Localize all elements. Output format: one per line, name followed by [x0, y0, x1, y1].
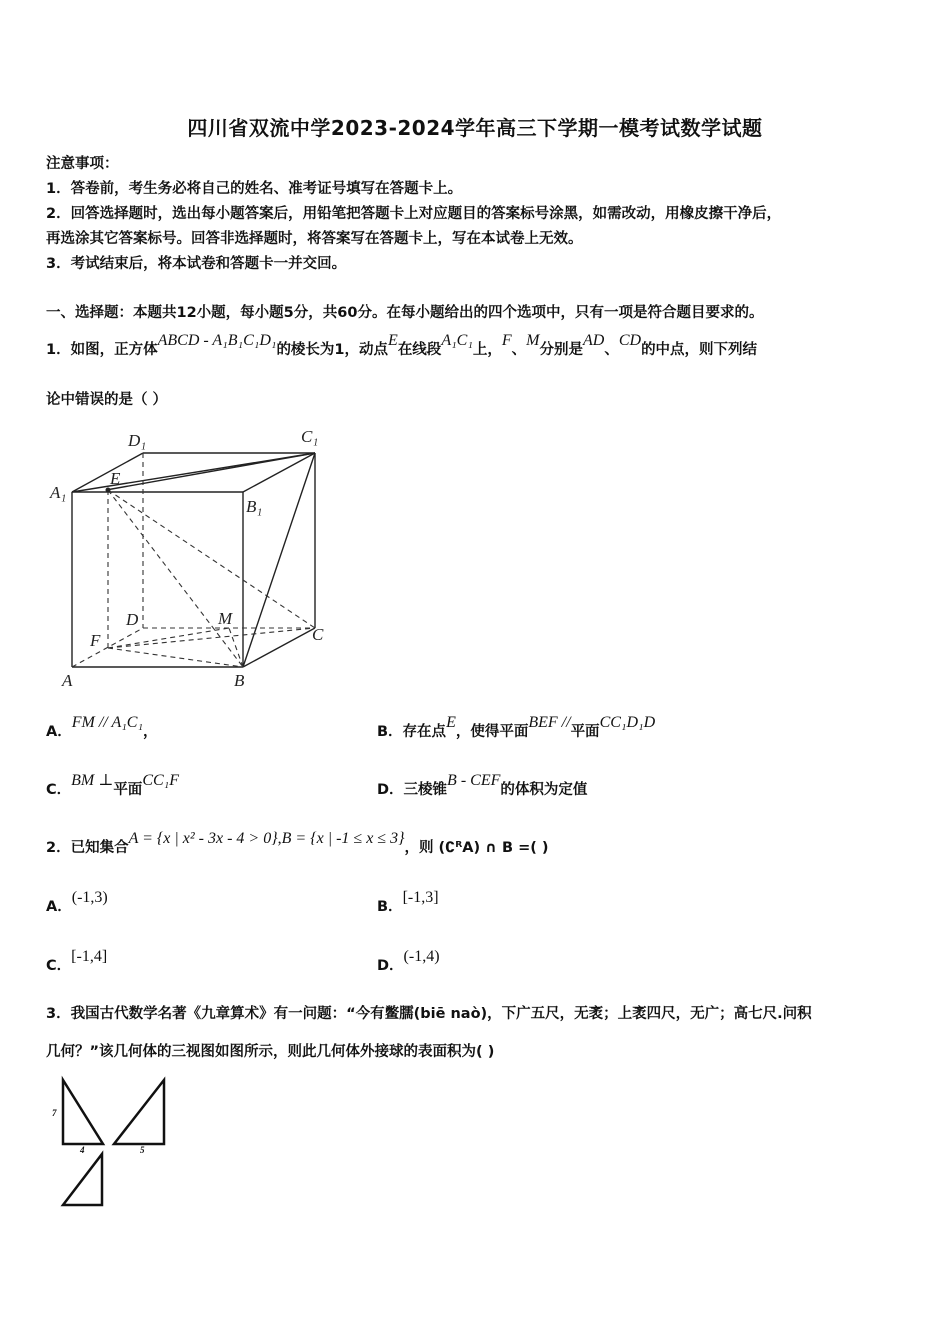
q1-point-f: F	[501, 332, 512, 349]
q1-text: 上，	[472, 342, 502, 358]
section-heading: 一、选择题：本题共12小题，每小题5分，共60分。在每小题给出的四个选项中，只有一项是符合题目要求的。	[46, 305, 764, 321]
notice-item-3: 3．考试结束后，将本试卷和答题卡一并交回。	[46, 256, 347, 272]
top-view-triangle	[63, 1154, 102, 1205]
notice-heading: 注意事项：	[46, 156, 119, 172]
q1-text: 的棱长为1，动点	[276, 342, 389, 358]
notice-item-2-cont: 再选涂其它答案标号。回答非选择题时，将答案写在答题卡上，写在本试卷上无效。	[46, 231, 583, 247]
q1-text: 在线段	[397, 342, 442, 358]
q1-text: 1．如图，正方体	[46, 342, 158, 358]
question-1-stem	[46, 332, 758, 359]
page-title: 四川省双流中学2023-2024学年高三下学期一模考试数学试题	[187, 116, 763, 140]
q1-point-m: M	[526, 332, 540, 349]
question-3-stem: 3．我国古代数学名著《九章算术》有一问题：“今有鳖臑(biē naò)，下广五尺，无袤；上袤四尺，无广；高七尺.问积	[46, 1006, 812, 1022]
q2-text: ，则 (∁ᴿA) ∩ B =( )	[404, 840, 549, 856]
label-a: A	[62, 671, 73, 690]
cube-figure	[48, 420, 348, 695]
point-e-dot	[106, 488, 111, 493]
q1-option-d[interactable]	[377, 772, 588, 799]
q1-text: 分别是	[539, 342, 583, 358]
option-text: 的体积为定值	[500, 782, 588, 798]
option-text: 平面	[570, 724, 600, 740]
option-math: FM // A₁C₁	[71, 714, 144, 731]
option-math: [-1,3]	[402, 889, 439, 906]
q2-text: ,	[277, 830, 282, 847]
option-math: CC₁D₁D	[599, 714, 656, 731]
q2-option-c[interactable]	[46, 948, 108, 975]
label-c1: C₁	[301, 427, 319, 446]
question-1-stem-cont: 论中错误的是（ ）	[46, 392, 168, 408]
option-label: B．存在点	[377, 724, 447, 740]
option-math: [-1,4]	[71, 948, 108, 965]
notice-item-1: 1．答卷前，考生务必将自己的姓名、准考证号填写在答题卡上。	[46, 181, 463, 197]
dimension-7: 7	[52, 1108, 57, 1118]
q2-option-d[interactable]	[377, 948, 440, 975]
label-f: F	[90, 631, 101, 650]
q1-text: 、	[511, 342, 527, 358]
q1-point-e: E	[388, 332, 398, 349]
option-label: D．	[377, 958, 404, 974]
q1-edge-cd: CD	[618, 332, 642, 349]
option-math: (-1,3)	[71, 889, 108, 906]
label-a1: A₁	[50, 483, 67, 502]
label-d1: D₁	[128, 431, 147, 450]
option-math: CC₁F	[142, 772, 179, 789]
dimension-5: 5	[140, 1145, 145, 1155]
q1-option-c[interactable]	[46, 772, 179, 799]
three-view-figure	[48, 1074, 178, 1214]
label-e: E	[110, 469, 121, 488]
notice-item-2: 2．回答选择题时，选出每小题答案后，用铅笔把答题卡上对应题目的答案标号涂黑，如需改动，用橡皮擦干净后，	[46, 206, 782, 222]
q1-edge-ad: AD	[583, 332, 605, 349]
q2-set-a: A = {x | x² - 3x - 4 > 0}	[128, 830, 278, 847]
option-math: (-1,4)	[403, 948, 440, 965]
q1-segment: A₁C₁	[441, 332, 473, 349]
dimension-4: 4	[80, 1145, 85, 1155]
label-b1: B₁	[246, 497, 263, 516]
option-label: C．	[46, 958, 72, 974]
label-d: D	[126, 610, 139, 629]
question-3-stem-cont: 几何？”该几何体的三视图如图所示，则此几何体外接球的表面积为( )	[46, 1044, 495, 1060]
option-label: A．	[46, 724, 72, 740]
option-math: B - CEF	[447, 772, 501, 789]
q1-option-b[interactable]	[377, 714, 656, 741]
option-label: C．	[46, 782, 72, 798]
question-2-stem	[46, 830, 549, 857]
q1-option-a[interactable]	[46, 714, 158, 741]
option-text: ，使得平面	[455, 724, 529, 740]
q2-option-a[interactable]	[46, 889, 108, 916]
q2-text: 2．已知集合	[46, 840, 129, 856]
q2-set-b: B = {x | -1 ≤ x ≤ 3}	[281, 830, 405, 847]
q1-text: 的中点，则下列结	[641, 342, 758, 358]
label-b: B	[234, 671, 245, 690]
option-text: 平面	[113, 782, 143, 798]
option-text: ，	[143, 724, 158, 740]
option-math: BM ⊥	[71, 772, 114, 789]
side-view-triangle	[114, 1080, 164, 1144]
q1-cube-math: ABCD - A₁B₁C₁D₁	[157, 332, 277, 349]
label-m: M	[218, 609, 233, 628]
option-label: B．	[377, 899, 403, 915]
option-label: A．	[46, 899, 72, 915]
option-math: E	[446, 714, 456, 731]
q1-text: 、	[604, 342, 619, 358]
option-math: BEF //	[528, 714, 571, 731]
label-c: C	[312, 625, 324, 644]
front-view-triangle	[63, 1080, 103, 1144]
q2-option-b[interactable]	[377, 889, 439, 916]
option-label: D．三棱锥	[377, 782, 448, 798]
